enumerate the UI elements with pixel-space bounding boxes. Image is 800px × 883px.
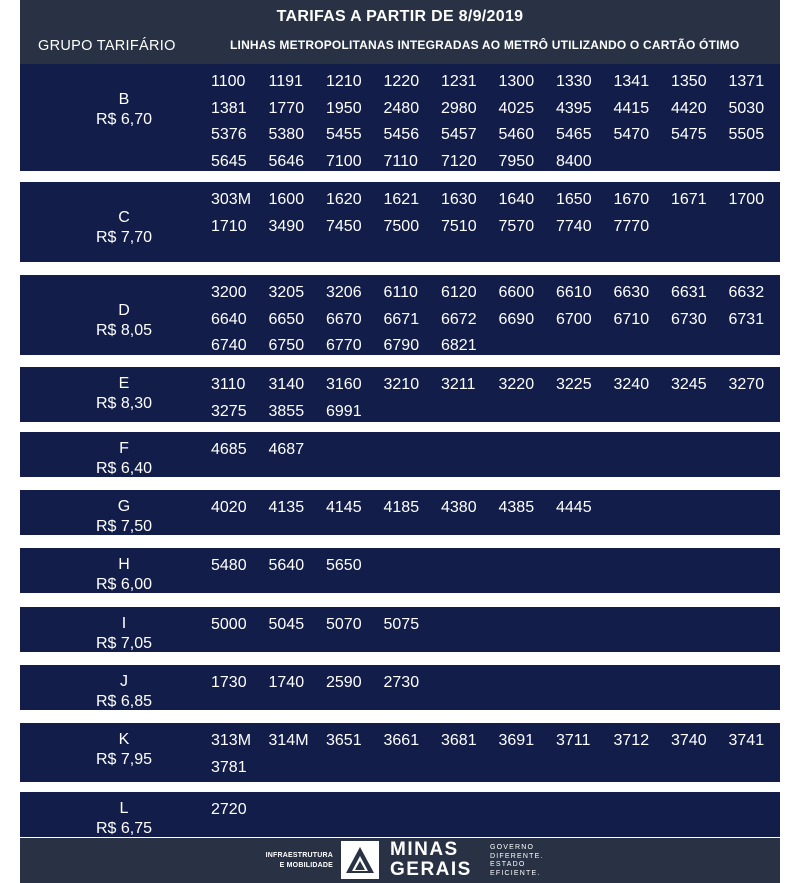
department-line-2: E MOBILIDADE xyxy=(279,862,333,869)
line-number: 5456 xyxy=(383,126,420,144)
line-list xyxy=(211,612,781,639)
line-number: 1730 xyxy=(211,674,247,691)
line-number: 3651 xyxy=(326,732,362,749)
line-number: 4445 xyxy=(556,499,592,516)
line-number: 3220 xyxy=(498,376,535,393)
line-number: 1300 xyxy=(498,73,535,90)
line-number: 4420 xyxy=(671,99,707,117)
line-number: 6690 xyxy=(498,310,535,328)
line-list xyxy=(211,372,781,425)
footer xyxy=(20,838,780,883)
brand-line-2: GERAIS xyxy=(390,859,472,880)
line-number: 5455 xyxy=(326,126,362,144)
group-name: B xyxy=(118,91,130,108)
line-number: 4385 xyxy=(498,499,535,516)
line-number: 3110 xyxy=(211,376,246,393)
group-name: C xyxy=(118,209,130,226)
line-number: 5045 xyxy=(268,616,305,633)
group-fare: R$ 7,50 xyxy=(95,518,153,535)
line-number: 5070 xyxy=(326,616,362,633)
slogan-line-2: DIFERENTE. xyxy=(490,852,544,860)
fare-group-b xyxy=(20,64,780,171)
line-number: 6671 xyxy=(383,310,420,328)
line-number: 6731 xyxy=(728,310,765,328)
line-number: 3211 xyxy=(441,376,476,393)
line-number: 6610 xyxy=(556,284,592,301)
line-list xyxy=(211,69,781,176)
line-number: 5470 xyxy=(613,126,650,144)
line-number: 5475 xyxy=(671,126,707,144)
line-number: 7500 xyxy=(383,217,420,235)
column-header-group: GRUPO TARIFÁRIO xyxy=(38,38,176,54)
group-fare: R$ 8,05 xyxy=(95,322,153,339)
line-list xyxy=(211,797,781,824)
line-number: 1600 xyxy=(268,191,305,208)
line-number: 2730 xyxy=(383,674,420,691)
line-number: 1341 xyxy=(613,73,650,90)
line-number: 3740 xyxy=(671,732,707,749)
group-fare: R$ 6,85 xyxy=(95,693,153,710)
line-number: 7570 xyxy=(498,217,535,235)
group-label xyxy=(20,439,228,479)
line-number: 4135 xyxy=(268,499,305,516)
line-number: 2590 xyxy=(326,674,362,691)
line-number: 3240 xyxy=(613,376,650,393)
line-number: 5376 xyxy=(211,126,247,144)
fare-group-c xyxy=(20,182,780,262)
line-number: 3275 xyxy=(211,402,247,420)
line-number: 4185 xyxy=(383,499,420,516)
line-number: 1950 xyxy=(326,99,362,117)
line-number: 4025 xyxy=(498,99,535,117)
group-name: K xyxy=(118,731,130,748)
group-label xyxy=(20,730,228,770)
group-label xyxy=(20,555,228,595)
line-number: 5075 xyxy=(383,616,420,633)
line-number: 7510 xyxy=(441,217,477,235)
group-fare: R$ 6,75 xyxy=(95,820,153,837)
brand-line-1: MINAS xyxy=(390,839,459,860)
line-number: 6631 xyxy=(671,284,707,301)
line-number: 1770 xyxy=(268,99,305,117)
slogan-line-4: EFICIENTE. xyxy=(490,869,541,877)
line-number: 7100 xyxy=(326,153,362,171)
line-number: 1670 xyxy=(613,191,650,208)
group-fare: R$ 6,40 xyxy=(95,460,153,477)
line-number: 6120 xyxy=(441,284,477,301)
line-number: 1330 xyxy=(556,73,592,90)
slogan-line-1: GOVERNO xyxy=(490,844,535,851)
line-number: 2720 xyxy=(211,801,247,818)
line-number: 3245 xyxy=(671,376,707,393)
line-list xyxy=(211,437,781,464)
line-number: 4020 xyxy=(211,499,247,516)
line-number: 1100 xyxy=(211,73,246,90)
line-number: 3270 xyxy=(728,376,765,393)
line-number: 1350 xyxy=(671,73,707,90)
line-number: 6670 xyxy=(326,310,362,328)
line-number: 4145 xyxy=(326,499,362,516)
line-number: 6740 xyxy=(211,337,247,355)
line-number: 5640 xyxy=(268,557,305,574)
line-number: 5645 xyxy=(211,153,247,171)
line-number: 1650 xyxy=(556,191,592,208)
line-number: 3206 xyxy=(326,284,362,301)
line-number: 3781 xyxy=(211,758,247,776)
group-label xyxy=(20,799,228,839)
line-number: 3205 xyxy=(268,284,305,301)
line-number: 7950 xyxy=(498,153,535,171)
line-number: 8400 xyxy=(556,153,592,171)
group-fare: R$ 6,00 xyxy=(95,576,153,593)
line-number: 3741 xyxy=(728,732,765,749)
slogan xyxy=(490,844,544,878)
group-name: L xyxy=(119,800,129,817)
line-list xyxy=(211,280,781,360)
group-label xyxy=(20,672,228,712)
group-fare: R$ 7,70 xyxy=(95,229,153,246)
line-number: 5646 xyxy=(268,153,305,171)
line-number: 1710 xyxy=(211,217,247,235)
line-list xyxy=(211,553,781,580)
line-number: 1640 xyxy=(498,191,535,208)
line-number: 314M xyxy=(268,732,309,749)
line-number: 6991 xyxy=(326,402,362,420)
group-name: F xyxy=(119,440,129,457)
line-number: 5505 xyxy=(728,126,765,144)
line-number: 7770 xyxy=(613,217,650,235)
fare-group-i xyxy=(20,607,780,652)
fare-group-e xyxy=(20,367,780,422)
line-list xyxy=(211,495,781,522)
line-number: 3691 xyxy=(498,732,535,749)
brand-name xyxy=(390,840,472,880)
line-number: 1671 xyxy=(671,191,707,208)
group-fare: R$ 6,70 xyxy=(95,111,153,128)
line-number: 6640 xyxy=(211,310,247,328)
line-number: 3711 xyxy=(556,732,591,749)
fare-group-j xyxy=(20,665,780,710)
line-number: 3661 xyxy=(383,732,420,749)
line-number: 1220 xyxy=(383,73,420,90)
line-number: 4685 xyxy=(211,441,247,458)
department-label xyxy=(245,851,333,871)
group-label xyxy=(20,374,228,414)
line-number: 6650 xyxy=(268,310,305,328)
fare-group-f xyxy=(20,432,780,477)
line-number: 5457 xyxy=(441,126,477,144)
fare-group-d xyxy=(20,275,780,355)
line-number: 3225 xyxy=(556,376,592,393)
line-number: 5465 xyxy=(556,126,592,144)
line-number: 1621 xyxy=(383,191,420,208)
fare-group-l xyxy=(20,792,780,837)
line-number: 6600 xyxy=(498,284,535,301)
line-number: 7110 xyxy=(383,153,418,171)
group-label xyxy=(20,301,228,341)
line-number: 5460 xyxy=(498,126,535,144)
line-number: 6750 xyxy=(268,337,305,355)
line-number: 7450 xyxy=(326,217,362,235)
group-name: D xyxy=(118,302,130,319)
line-number: 5650 xyxy=(326,557,362,574)
line-number: 3490 xyxy=(268,217,305,235)
line-number: 6632 xyxy=(728,284,765,301)
line-number: 6790 xyxy=(383,337,420,355)
fare-table xyxy=(20,0,780,883)
group-label xyxy=(20,208,228,248)
line-number: 3712 xyxy=(613,732,650,749)
line-number: 3200 xyxy=(211,284,247,301)
line-number: 303M xyxy=(211,191,252,208)
line-list xyxy=(211,187,781,240)
line-number: 6710 xyxy=(613,310,650,328)
line-number: 1210 xyxy=(326,73,362,90)
line-number: 2980 xyxy=(441,99,477,117)
group-name: I xyxy=(121,615,127,632)
fare-group-h xyxy=(20,548,780,593)
line-number: 1740 xyxy=(268,674,305,691)
group-label xyxy=(20,90,228,130)
line-number: 1620 xyxy=(326,191,362,208)
line-list xyxy=(211,670,781,697)
page-title: TARIFAS A PARTIR DE 8/9/2019 xyxy=(276,8,524,25)
group-label xyxy=(20,614,228,654)
line-number: 6110 xyxy=(383,284,418,301)
line-number: 3140 xyxy=(268,376,305,393)
line-number: 1371 xyxy=(728,73,765,90)
line-number: 3855 xyxy=(268,402,305,420)
line-number: 1630 xyxy=(441,191,477,208)
fare-group-k xyxy=(20,723,780,782)
line-number: 5380 xyxy=(268,126,305,144)
line-number: 5480 xyxy=(211,557,247,574)
line-number: 4395 xyxy=(556,99,592,117)
line-number: 1381 xyxy=(211,99,247,117)
group-fare: R$ 7,05 xyxy=(95,635,153,652)
line-number: 6770 xyxy=(326,337,362,355)
line-number: 5000 xyxy=(211,616,247,633)
table-header xyxy=(20,0,780,64)
line-number: 6700 xyxy=(556,310,592,328)
line-number: 4687 xyxy=(268,441,305,458)
group-fare: R$ 8,30 xyxy=(95,395,153,412)
line-number: 2480 xyxy=(383,99,420,117)
line-number: 6821 xyxy=(441,337,477,355)
line-number: 1700 xyxy=(728,191,765,208)
minas-gerais-logo-icon xyxy=(341,841,379,879)
column-header-lines: LINHAS METROPOLITANAS INTEGRADAS AO METRÔ UTILIZANDO O CARTÃO ÓTIMO xyxy=(230,38,740,52)
department-line-1: INFRAESTRUTURA xyxy=(265,852,333,859)
line-number: 3160 xyxy=(326,376,362,393)
line-number: 313M xyxy=(211,732,252,749)
line-number: 6672 xyxy=(441,310,477,328)
line-number: 1191 xyxy=(268,73,303,90)
line-number: 6630 xyxy=(613,284,650,301)
line-number: 6730 xyxy=(671,310,707,328)
group-label xyxy=(20,497,228,537)
slogan-line-3: ESTADO xyxy=(490,861,526,868)
line-list xyxy=(211,728,781,781)
group-name: G xyxy=(117,498,131,515)
line-number: 3210 xyxy=(383,376,420,393)
line-number: 7740 xyxy=(556,217,592,235)
line-number: 3681 xyxy=(441,732,477,749)
group-name: E xyxy=(118,375,130,392)
group-fare: R$ 7,95 xyxy=(95,751,153,768)
line-number: 7120 xyxy=(441,153,477,171)
line-number: 4380 xyxy=(441,499,477,516)
line-number: 4415 xyxy=(613,99,650,117)
line-number: 1231 xyxy=(441,73,477,90)
group-name: J xyxy=(120,673,128,690)
line-number: 5030 xyxy=(728,99,765,117)
group-name: H xyxy=(118,556,130,573)
fare-group-g xyxy=(20,490,780,535)
